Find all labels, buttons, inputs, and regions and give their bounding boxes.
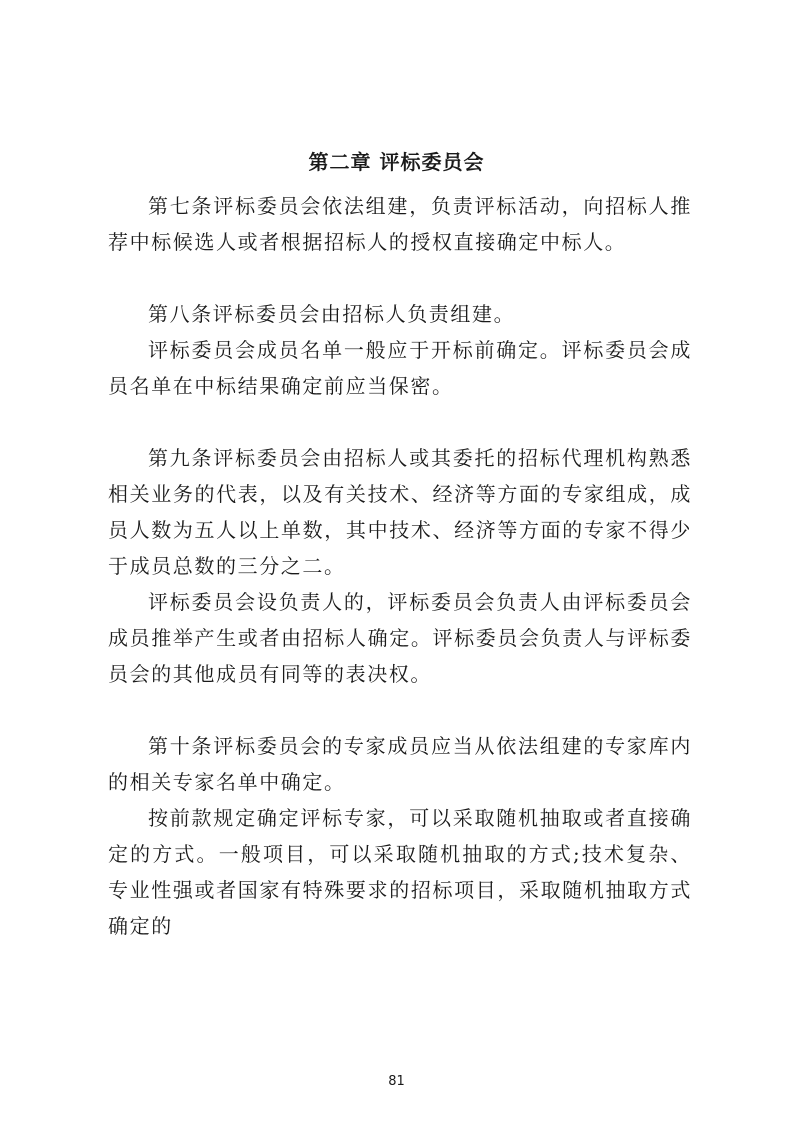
paragraph-spacer xyxy=(108,404,692,440)
article-9-clause-2-paragraph: 评标委员会设负责人的，评标委员会负责人由评标委员会成员推举产生或者由招标人确定。评标委员会负责人与评标委员会的其他成员有同等的表决权。 xyxy=(108,590,692,686)
article-9-paragraph: 第九条评标委员会由招标人或其委托的招标代理机构熟悉相关业务的代表，以及有关技术、经济等方面的专家组成，成员人数为五人以上单数，其中技术、经济等方面的专家不得少于成员总数的三分之二。 xyxy=(108,446,692,578)
article-8-clause-2-paragraph: 评标委员会成员名单一般应于开标前确定。评标委员会成员名单在中标结果确定前应当保密。 xyxy=(108,338,692,398)
chapter-title: 第二章 评标委员会 xyxy=(308,150,485,174)
paragraph-spacer xyxy=(108,260,692,296)
page-number: 81 xyxy=(388,1074,405,1089)
paragraph-spacer xyxy=(108,692,692,728)
article-10-paragraph: 第十条评标委员会的专家成员应当从依法组建的专家库内的相关专家名单中确定。 xyxy=(108,734,692,794)
article-10-clause-2-paragraph: 按前款规定确定评标专家，可以采取随机抽取或者直接确定的方式。一般项目，可以采取随机抽取的方式;技术复杂、专业性强或者国家有特殊要求的招标项目，采取随机抽取方式确定的 xyxy=(108,806,692,938)
article-7-paragraph: 第七条评标委员会依法组建，负责评标活动，向招标人推荐中标候选人或者根据招标人的授权直接确定中标人。 xyxy=(108,194,692,254)
article-8-paragraph: 第八条评标委员会由招标人负责组建。 xyxy=(148,302,516,326)
document-body xyxy=(108,188,692,944)
